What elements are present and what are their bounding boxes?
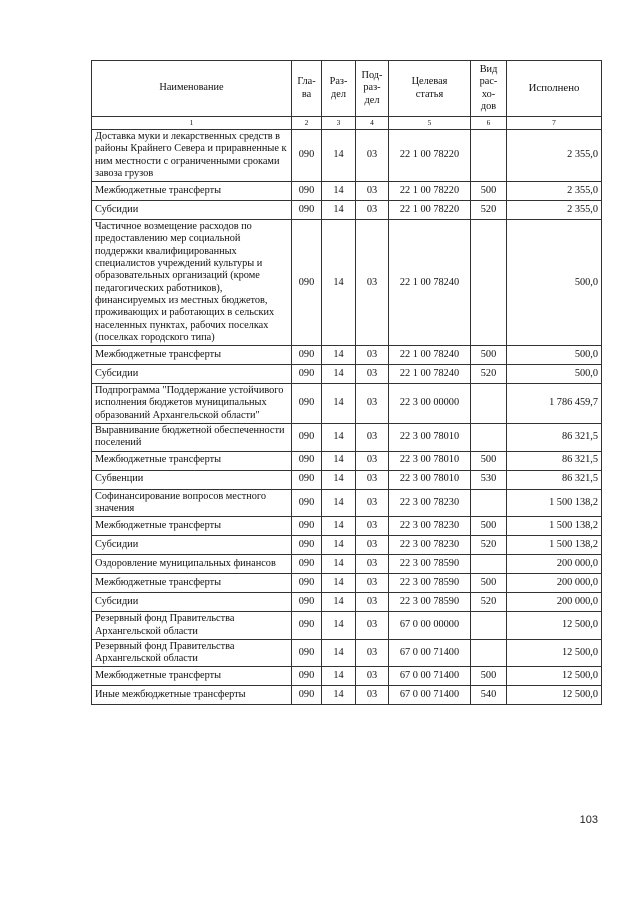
table-row [92,612,602,640]
cell-podrazdel: 03 [356,182,389,201]
cell-name: Оздоровление муниципальных финансов [92,555,292,574]
cell-statya: 22 1 00 78220 [389,130,471,182]
cell-amount: 500,0 [507,365,602,384]
cell-glava: 090 [292,451,322,470]
cell-podrazdel: 03 [356,130,389,182]
cell-amount: 1 500 138,2 [507,517,602,536]
cell-vid [471,555,507,574]
cell-statya: 22 1 00 78240 [389,365,471,384]
header-statya-text: Целевая статья [411,76,448,100]
cell-glava: 090 [292,365,322,384]
cell-vid [471,489,507,517]
cell-razdel: 14 [322,182,356,201]
column-number: 1 [92,117,292,130]
cell-vid: 500 [471,346,507,365]
cell-glava: 090 [292,424,322,452]
budget-page [91,60,601,705]
cell-name: Межбюджетные трансферты [92,451,292,470]
cell-name: Межбюджетные трансферты [92,346,292,365]
cell-podrazdel: 03 [356,201,389,220]
header-podrazdel-text: Под- раз- дел [361,70,383,106]
cell-glava: 090 [292,470,322,489]
table-row [92,384,602,424]
table-row [92,639,602,667]
cell-podrazdel: 03 [356,365,389,384]
cell-razdel: 14 [322,346,356,365]
header-glava-text: Гла- ва [297,76,316,100]
cell-vid [471,130,507,182]
cell-razdel: 14 [322,612,356,640]
cell-statya: 22 3 00 00000 [389,384,471,424]
cell-statya: 22 3 00 78230 [389,489,471,517]
cell-name: Софинансирование вопросов местного значения [92,489,292,517]
cell-amount: 12 500,0 [507,639,602,667]
table-row [92,220,602,346]
cell-glava: 090 [292,612,322,640]
column-number: 2 [292,117,322,130]
cell-glava: 090 [292,182,322,201]
cell-razdel: 14 [322,517,356,536]
cell-amount: 1 500 138,2 [507,489,602,517]
cell-amount: 1 786 459,7 [507,384,602,424]
cell-podrazdel: 03 [356,346,389,365]
table-row [92,555,602,574]
cell-glava: 090 [292,536,322,555]
table-row [92,424,602,452]
cell-name: Межбюджетные трансферты [92,574,292,593]
budget-table [91,60,602,705]
cell-vid: 540 [471,686,507,705]
cell-razdel: 14 [322,667,356,686]
cell-glava: 090 [292,667,322,686]
cell-name: Межбюджетные трансферты [92,182,292,201]
cell-razdel: 14 [322,686,356,705]
cell-razdel: 14 [322,593,356,612]
cell-vid [471,220,507,346]
cell-glava: 090 [292,220,322,346]
cell-name: Межбюджетные трансферты [92,517,292,536]
cell-vid [471,612,507,640]
cell-razdel: 14 [322,489,356,517]
cell-podrazdel: 03 [356,451,389,470]
table-row [92,201,602,220]
table-row [92,346,602,365]
cell-name: Иные межбюджетные трансферты [92,686,292,705]
cell-vid: 520 [471,201,507,220]
cell-name: Межбюджетные трансферты [92,667,292,686]
cell-amount: 1 500 138,2 [507,536,602,555]
cell-podrazdel: 03 [356,574,389,593]
cell-amount: 500,0 [507,346,602,365]
cell-glava: 090 [292,686,322,705]
cell-statya: 22 3 00 78010 [389,424,471,452]
cell-name: Подпрограмма "Поддержание устойчивого исполнения бюджетов муниципальных образований Архангельской области" [92,384,292,424]
header-razdel [322,61,356,117]
cell-vid: 520 [471,365,507,384]
cell-vid: 520 [471,536,507,555]
column-number: 7 [507,117,602,130]
cell-podrazdel: 03 [356,489,389,517]
cell-name: Субсидии [92,201,292,220]
cell-vid [471,639,507,667]
cell-razdel: 14 [322,130,356,182]
header-razdel-text: Раз- дел [329,76,348,100]
cell-statya: 67 0 00 71400 [389,686,471,705]
cell-glava: 090 [292,593,322,612]
cell-statya: 22 1 00 78240 [389,346,471,365]
cell-amount: 86 321,5 [507,470,602,489]
cell-amount: 500,0 [507,220,602,346]
header-podrazdel [356,61,389,117]
cell-podrazdel: 03 [356,639,389,667]
cell-amount: 12 500,0 [507,612,602,640]
header-statya [389,61,471,117]
cell-razdel: 14 [322,639,356,667]
cell-podrazdel: 03 [356,612,389,640]
cell-podrazdel: 03 [356,686,389,705]
cell-statya: 22 3 00 78590 [389,555,471,574]
table-row [92,536,602,555]
cell-vid: 500 [471,451,507,470]
cell-statya: 22 3 00 78590 [389,593,471,612]
cell-podrazdel: 03 [356,555,389,574]
cell-vid: 500 [471,574,507,593]
cell-vid: 500 [471,182,507,201]
column-number: 5 [389,117,471,130]
cell-razdel: 14 [322,201,356,220]
cell-name: Резервный фонд Правительства Архангельской области [92,612,292,640]
cell-razdel: 14 [322,220,356,346]
cell-razdel: 14 [322,451,356,470]
cell-glava: 090 [292,517,322,536]
header-row [92,61,602,117]
cell-amount: 12 500,0 [507,667,602,686]
cell-statya: 22 1 00 78240 [389,220,471,346]
cell-statya: 22 3 00 78590 [389,574,471,593]
cell-amount: 2 355,0 [507,201,602,220]
column-number: 4 [356,117,389,130]
cell-razdel: 14 [322,470,356,489]
cell-razdel: 14 [322,574,356,593]
cell-glava: 090 [292,384,322,424]
cell-podrazdel: 03 [356,424,389,452]
cell-glava: 090 [292,201,322,220]
cell-vid: 520 [471,593,507,612]
table-row [92,182,602,201]
column-number-row [92,117,602,130]
cell-vid [471,384,507,424]
cell-podrazdel: 03 [356,667,389,686]
cell-vid: 500 [471,517,507,536]
header-glava [292,61,322,117]
cell-amount: 86 321,5 [507,424,602,452]
cell-podrazdel: 03 [356,220,389,346]
cell-statya: 22 3 00 78010 [389,451,471,470]
cell-vid: 530 [471,470,507,489]
column-number: 3 [322,117,356,130]
table-row [92,130,602,182]
cell-glava: 090 [292,489,322,517]
table-body [92,130,602,705]
cell-vid: 500 [471,667,507,686]
cell-amount: 200 000,0 [507,574,602,593]
cell-name: Выравнивание бюджетной обеспеченности поселений [92,424,292,452]
cell-statya: 67 0 00 00000 [389,612,471,640]
header-amount: Исполнено [507,61,602,117]
table-row [92,574,602,593]
table-row [92,517,602,536]
cell-vid [471,424,507,452]
cell-glava: 090 [292,346,322,365]
cell-statya: 22 1 00 78220 [389,182,471,201]
cell-podrazdel: 03 [356,470,389,489]
table-row [92,667,602,686]
table-row [92,489,602,517]
cell-glava: 090 [292,574,322,593]
cell-amount: 12 500,0 [507,686,602,705]
page-number: 103 [579,814,598,826]
table-row [92,365,602,384]
cell-razdel: 14 [322,536,356,555]
table-row [92,470,602,489]
cell-statya: 22 3 00 78010 [389,470,471,489]
cell-razdel: 14 [322,555,356,574]
cell-amount: 200 000,0 [507,593,602,612]
cell-amount: 2 355,0 [507,182,602,201]
cell-glava: 090 [292,130,322,182]
header-vid [471,61,507,117]
table-row [92,451,602,470]
cell-name: Субсидии [92,593,292,612]
cell-glava: 090 [292,639,322,667]
cell-name: Субсидии [92,365,292,384]
cell-razdel: 14 [322,384,356,424]
header-name: Наименование [92,61,292,117]
table-row [92,593,602,612]
cell-podrazdel: 03 [356,517,389,536]
cell-statya: 67 0 00 71400 [389,639,471,667]
cell-statya: 22 1 00 78220 [389,201,471,220]
cell-statya: 22 3 00 78230 [389,517,471,536]
cell-razdel: 14 [322,365,356,384]
table-row [92,686,602,705]
cell-statya: 22 3 00 78230 [389,536,471,555]
cell-name: Доставка муки и лекарственных средств в районы Крайнего Севера и приравненные к ним местности с ограниченными сроками завоза грузов [92,130,292,182]
cell-razdel: 14 [322,424,356,452]
cell-name: Резервный фонд Правительства Архангельской области [92,639,292,667]
cell-podrazdel: 03 [356,384,389,424]
cell-amount: 200 000,0 [507,555,602,574]
cell-glava: 090 [292,555,322,574]
cell-podrazdel: 03 [356,593,389,612]
cell-name: Частичное возмещение расходов по предоставлению мер социальной поддержки квалифицированных специалистов учреждений культуры и образовательных организаций (кроме педагогических работников), финансируемых из местных бюджетов, проживающих и работающих в сельских населенных пунктах, рабочих поселках (поселках городского типа) [92,220,292,346]
cell-name: Субсидии [92,536,292,555]
cell-name: Субвенции [92,470,292,489]
cell-amount: 86 321,5 [507,451,602,470]
column-number: 6 [471,117,507,130]
cell-podrazdel: 03 [356,536,389,555]
header-vid-text: Вид рас- хо- дов [479,63,498,112]
cell-statya: 67 0 00 71400 [389,667,471,686]
cell-amount: 2 355,0 [507,130,602,182]
